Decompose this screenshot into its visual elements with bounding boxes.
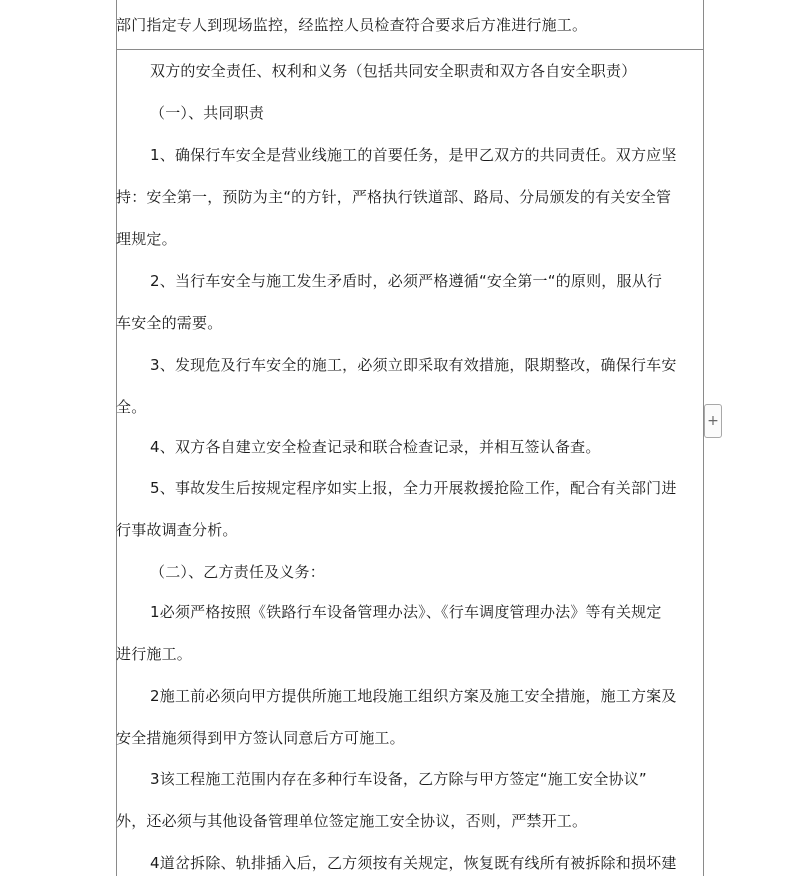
paragraph-line: 持：安全第一，预防为主“的方针，严格执行铁道部、路局、分局颁发的有关安全管 bbox=[116, 188, 672, 206]
subsection-heading: （二）、乙方责任及义务： bbox=[150, 563, 325, 581]
paragraph-line: 安全措施须得到甲方签认同意后方可施工。 bbox=[116, 729, 405, 747]
table-row-divider bbox=[116, 49, 703, 50]
paragraph-line: 进行施工。 bbox=[116, 645, 193, 663]
paragraph-line: 4道岔拆除、轨排插入后，乙方须按有关规定，恢复既有线所有被拆除和损坏建 bbox=[150, 854, 677, 872]
paragraph-line: 2、当行车安全与施工发生矛盾时，必须严格遵循“安全第一“的原则，服从行 bbox=[150, 272, 663, 290]
paragraph-line: 3该工程施工范围内存在多种行车设备，乙方除与甲方签定“施工安全协议” bbox=[150, 770, 647, 788]
plus-icon: + bbox=[707, 413, 719, 429]
section-heading: 双方的安全责任、权利和义务（包括共同安全职责和双方各自安全职责） bbox=[150, 62, 637, 80]
paragraph-line: 2施工前必须向甲方提供所施工地段施工组织方案及施工安全措施，施工方案及 bbox=[150, 687, 677, 705]
expand-toggle-button[interactable] bbox=[704, 404, 722, 438]
subsection-heading: （一）、共同职责 bbox=[150, 104, 265, 122]
paragraph-line: 1、确保行车安全是营业线施工的首要任务，是甲乙双方的共同责任。双方应坚 bbox=[150, 146, 677, 164]
table-right-border bbox=[703, 0, 704, 876]
paragraph-line: 全。 bbox=[116, 398, 147, 416]
paragraph-line: 理规定。 bbox=[116, 230, 177, 248]
paragraph-line: 部门指定专人到现场监控，经监控人员检查符合要求后方准进行施工。 bbox=[116, 16, 588, 34]
paragraph-line: 4、双方各自建立安全检查记录和联合检查记录，并相互签认备查。 bbox=[150, 438, 601, 456]
paragraph-line: 行事故调查分析。 bbox=[116, 521, 238, 539]
paragraph-line: 车安全的需要。 bbox=[116, 314, 223, 332]
paragraph-line: 5、事故发生后按规定程序如实上报，全力开展救援抢险工作，配合有关部门进 bbox=[150, 479, 677, 497]
paragraph-line: 1必须严格按照《铁路行车设备管理办法》、《行车调度管理办法》等有关规定 bbox=[150, 603, 662, 621]
paragraph-line: 外，还必须与其他设备管理单位签定施工安全协议，否则，严禁开工。 bbox=[116, 812, 588, 830]
paragraph-line: 3、发现危及行车安全的施工，必须立即采取有效措施，限期整改，确保行车安 bbox=[150, 356, 677, 374]
